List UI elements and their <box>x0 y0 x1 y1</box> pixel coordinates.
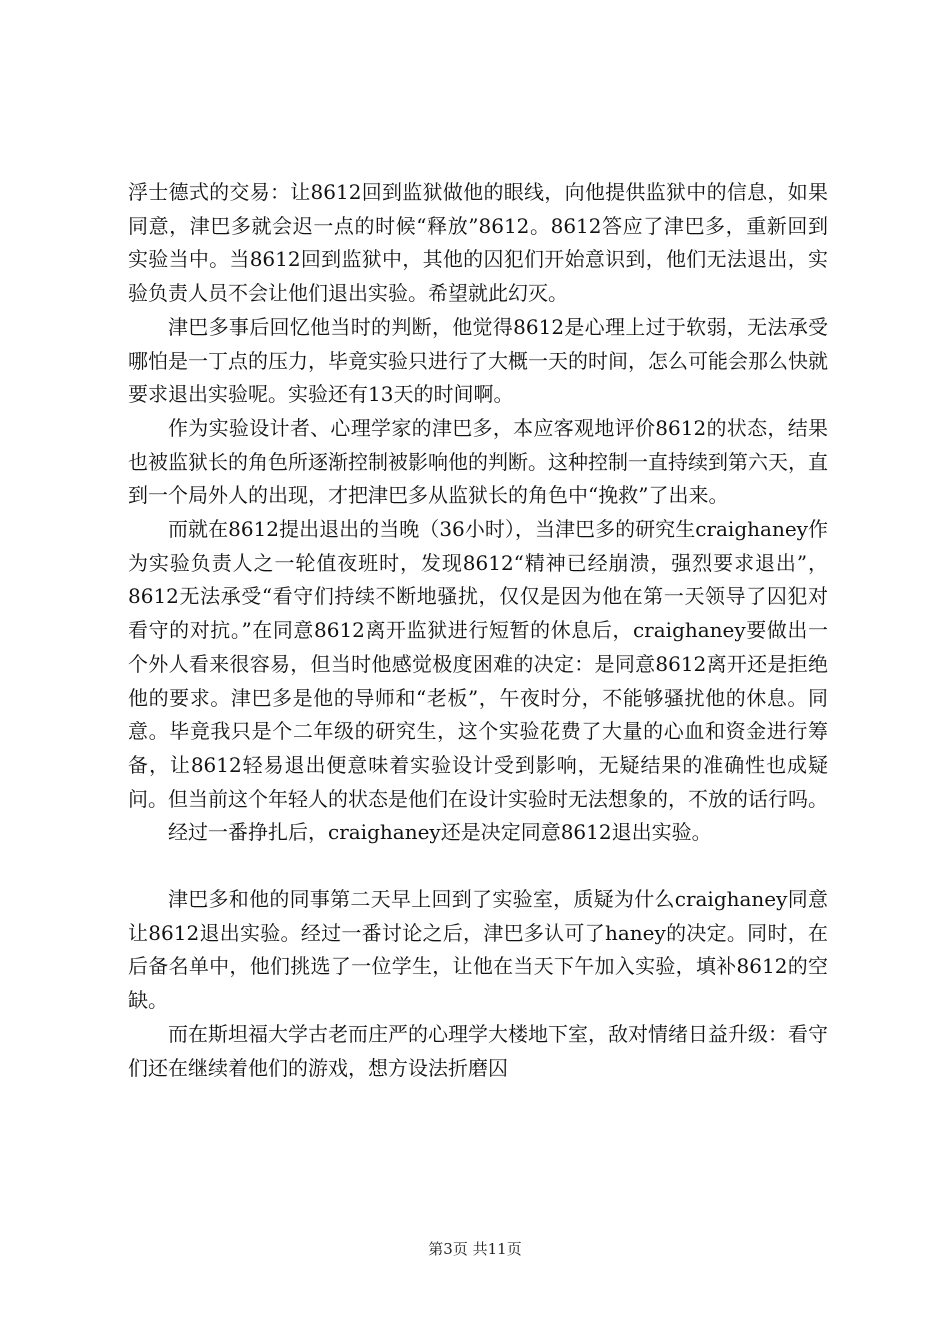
page-number-footer: 第3页 共11页 <box>428 1240 522 1258</box>
paragraph-6: 津巴多和他的同事第二天早上回到了实验室，质疑为什么craighaney同意让8612退出实验。经过一番讨论之后，津巴多认可了haney的决定。同时，在后备名单中，他们挑选了一位学生，让他在当天下午加入实验，填补8612的空缺。 <box>128 887 828 1013</box>
paragraph-7: 而在斯坦福大学古老而庄严的心理学大楼地下室，敌对情绪日益升级：看守们还在继续着他们的游戏，想方设法折磨囚 <box>128 1021 828 1080</box>
paragraph-4: 而就在8612提出退出的当晚（36小时），当津巴多的研究生craighaney作为实验负责人之一轮值夜班时，发现8612“精神已经崩溃，强烈要求退出”，8612无法承受“看守们持续不断地骚扰，仅仅是因为他在第一天领导了囚犯对看守的对抗。”在同意8612离开监狱进行短暂的休息后，craighaney要做出一个外人看来很容易，但当时他感觉极度困难的决定：是同意8612离开还是拒绝他的要求。津巴多是他的导师和“老板”，午夜时分，不能够骚扰他的休息。同意。毕竟我只是个二年级的研究生，这个实验花费了大量的心血和资金进行筹备，让8612轻易退出便意味着实验设计受到影响，无疑结果的准确性也成疑问。但当前这个年轻人的状态是他们在设计实验时无法想象的，不放的话行吗。 <box>128 517 828 811</box>
document-body <box>128 176 828 1085</box>
paragraph-3: 作为实验设计者、心理学家的津巴多，本应客观地评价8612的状态，结果也被监狱长的角色所逐渐控制被影响他的判断。这种控制一直持续到第六天，直到一个局外人的出现，才把津巴多从监狱长的角色中“挽救”了出来。 <box>128 415 828 508</box>
paragraph-5: 经过一番挣扎后，craighaney还是决定同意8612退出实验。 <box>168 820 712 845</box>
paragraph-1: 浮士德式的交易：让8612回到监狱做他的眼线，向他提供监狱中的信息，如果同意，津巴多就会迟一点的时候“释放”8612。8612答应了津巴多，重新回到实验当中。当8612回到监狱中，其他的囚犯们开始意识到，他们无法退出，实验负责人员不会让他们退出实验。希望就此幻灭。 <box>128 180 828 306</box>
paragraph-2: 津巴多事后回忆他当时的判断，他觉得8612是心理上过于软弱，无法承受哪怕是一丁点的压力，毕竟实验只进行了大概一天的时间，怎么可能会那么快就要求退出实验呢。实验还有13天的时间啊。 <box>128 314 828 407</box>
